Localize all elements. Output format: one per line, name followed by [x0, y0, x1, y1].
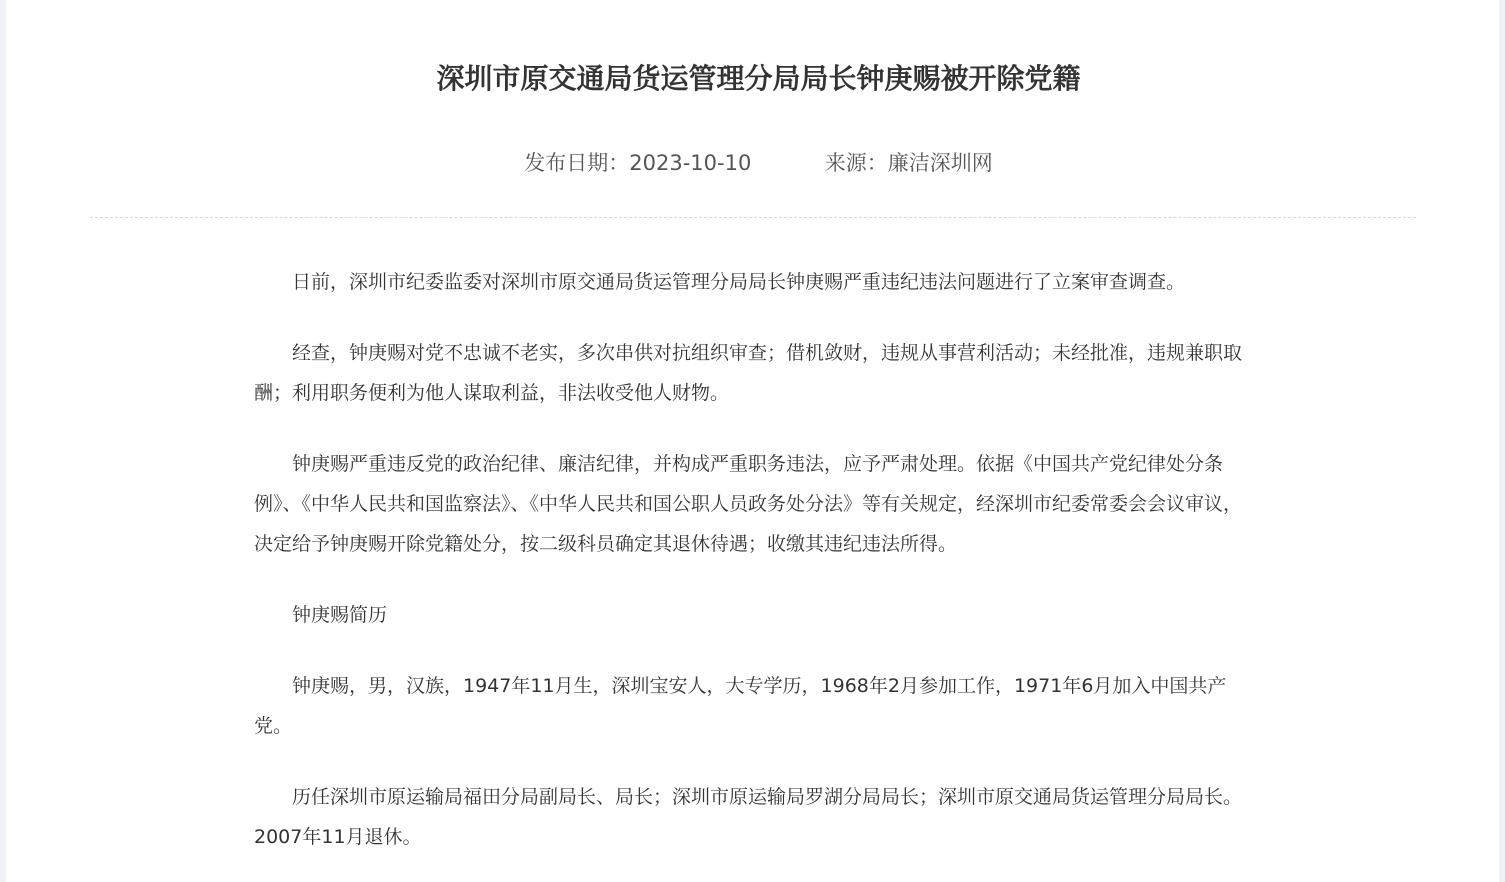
article-page [6, 0, 1499, 882]
paragraph-decision: 钟庚赐严重违反党的政治纪律、廉洁纪律，并构成严重职务违法，应予严肃处理。依据《中国共产党纪律处分条例》、《中华人民共和国监察法》、《中华人民共和国公职人员政务处分法》等有关规定，经深圳市纪委常委会会议审议，决定给予钟庚赐开除党籍处分，按二级科员确定其退休待遇；收缴其违纪违法所得。 [254, 453, 1243, 555]
article-body [254, 262, 1254, 882]
paragraph-findings: 经查，钟庚赐对党不忠诚不老实，多次串供对抗组织审查；借机敛财，违规从事营利活动；未经批准，违规兼职取酬；利用职务便利为他人谋取利益，非法收受他人财物。 [254, 342, 1243, 404]
article-source: 来源：廉洁深圳网 [824, 151, 993, 175]
paragraph-intro: 日前，深圳市纪委监委对深圳市原交通局货运管理分局局长钟庚赐严重违纪违法问题进行了立案审查调查。 [292, 271, 1186, 293]
paragraph-career: 历任深圳市原运输局福田分局副局长、局长；深圳市原运输局罗湖分局局长；深圳市原交通局货运管理分局局长。2007年11月退休。 [254, 786, 1243, 848]
resume-heading: 钟庚赐简历 [292, 604, 388, 626]
publish-date: 发布日期：2023-10-10 [524, 151, 752, 175]
title-divider [90, 217, 1416, 218]
page-title: 深圳市原交通局货运管理分局局长钟庚赐被开除党籍 [436, 62, 1081, 95]
paragraph-bio: 钟庚赐，男，汉族，1947年11月生，深圳宝安人，大专学历，1968年2月参加工作，1971年6月加入中国共产党。 [254, 675, 1227, 737]
article-meta [6, 146, 1499, 180]
